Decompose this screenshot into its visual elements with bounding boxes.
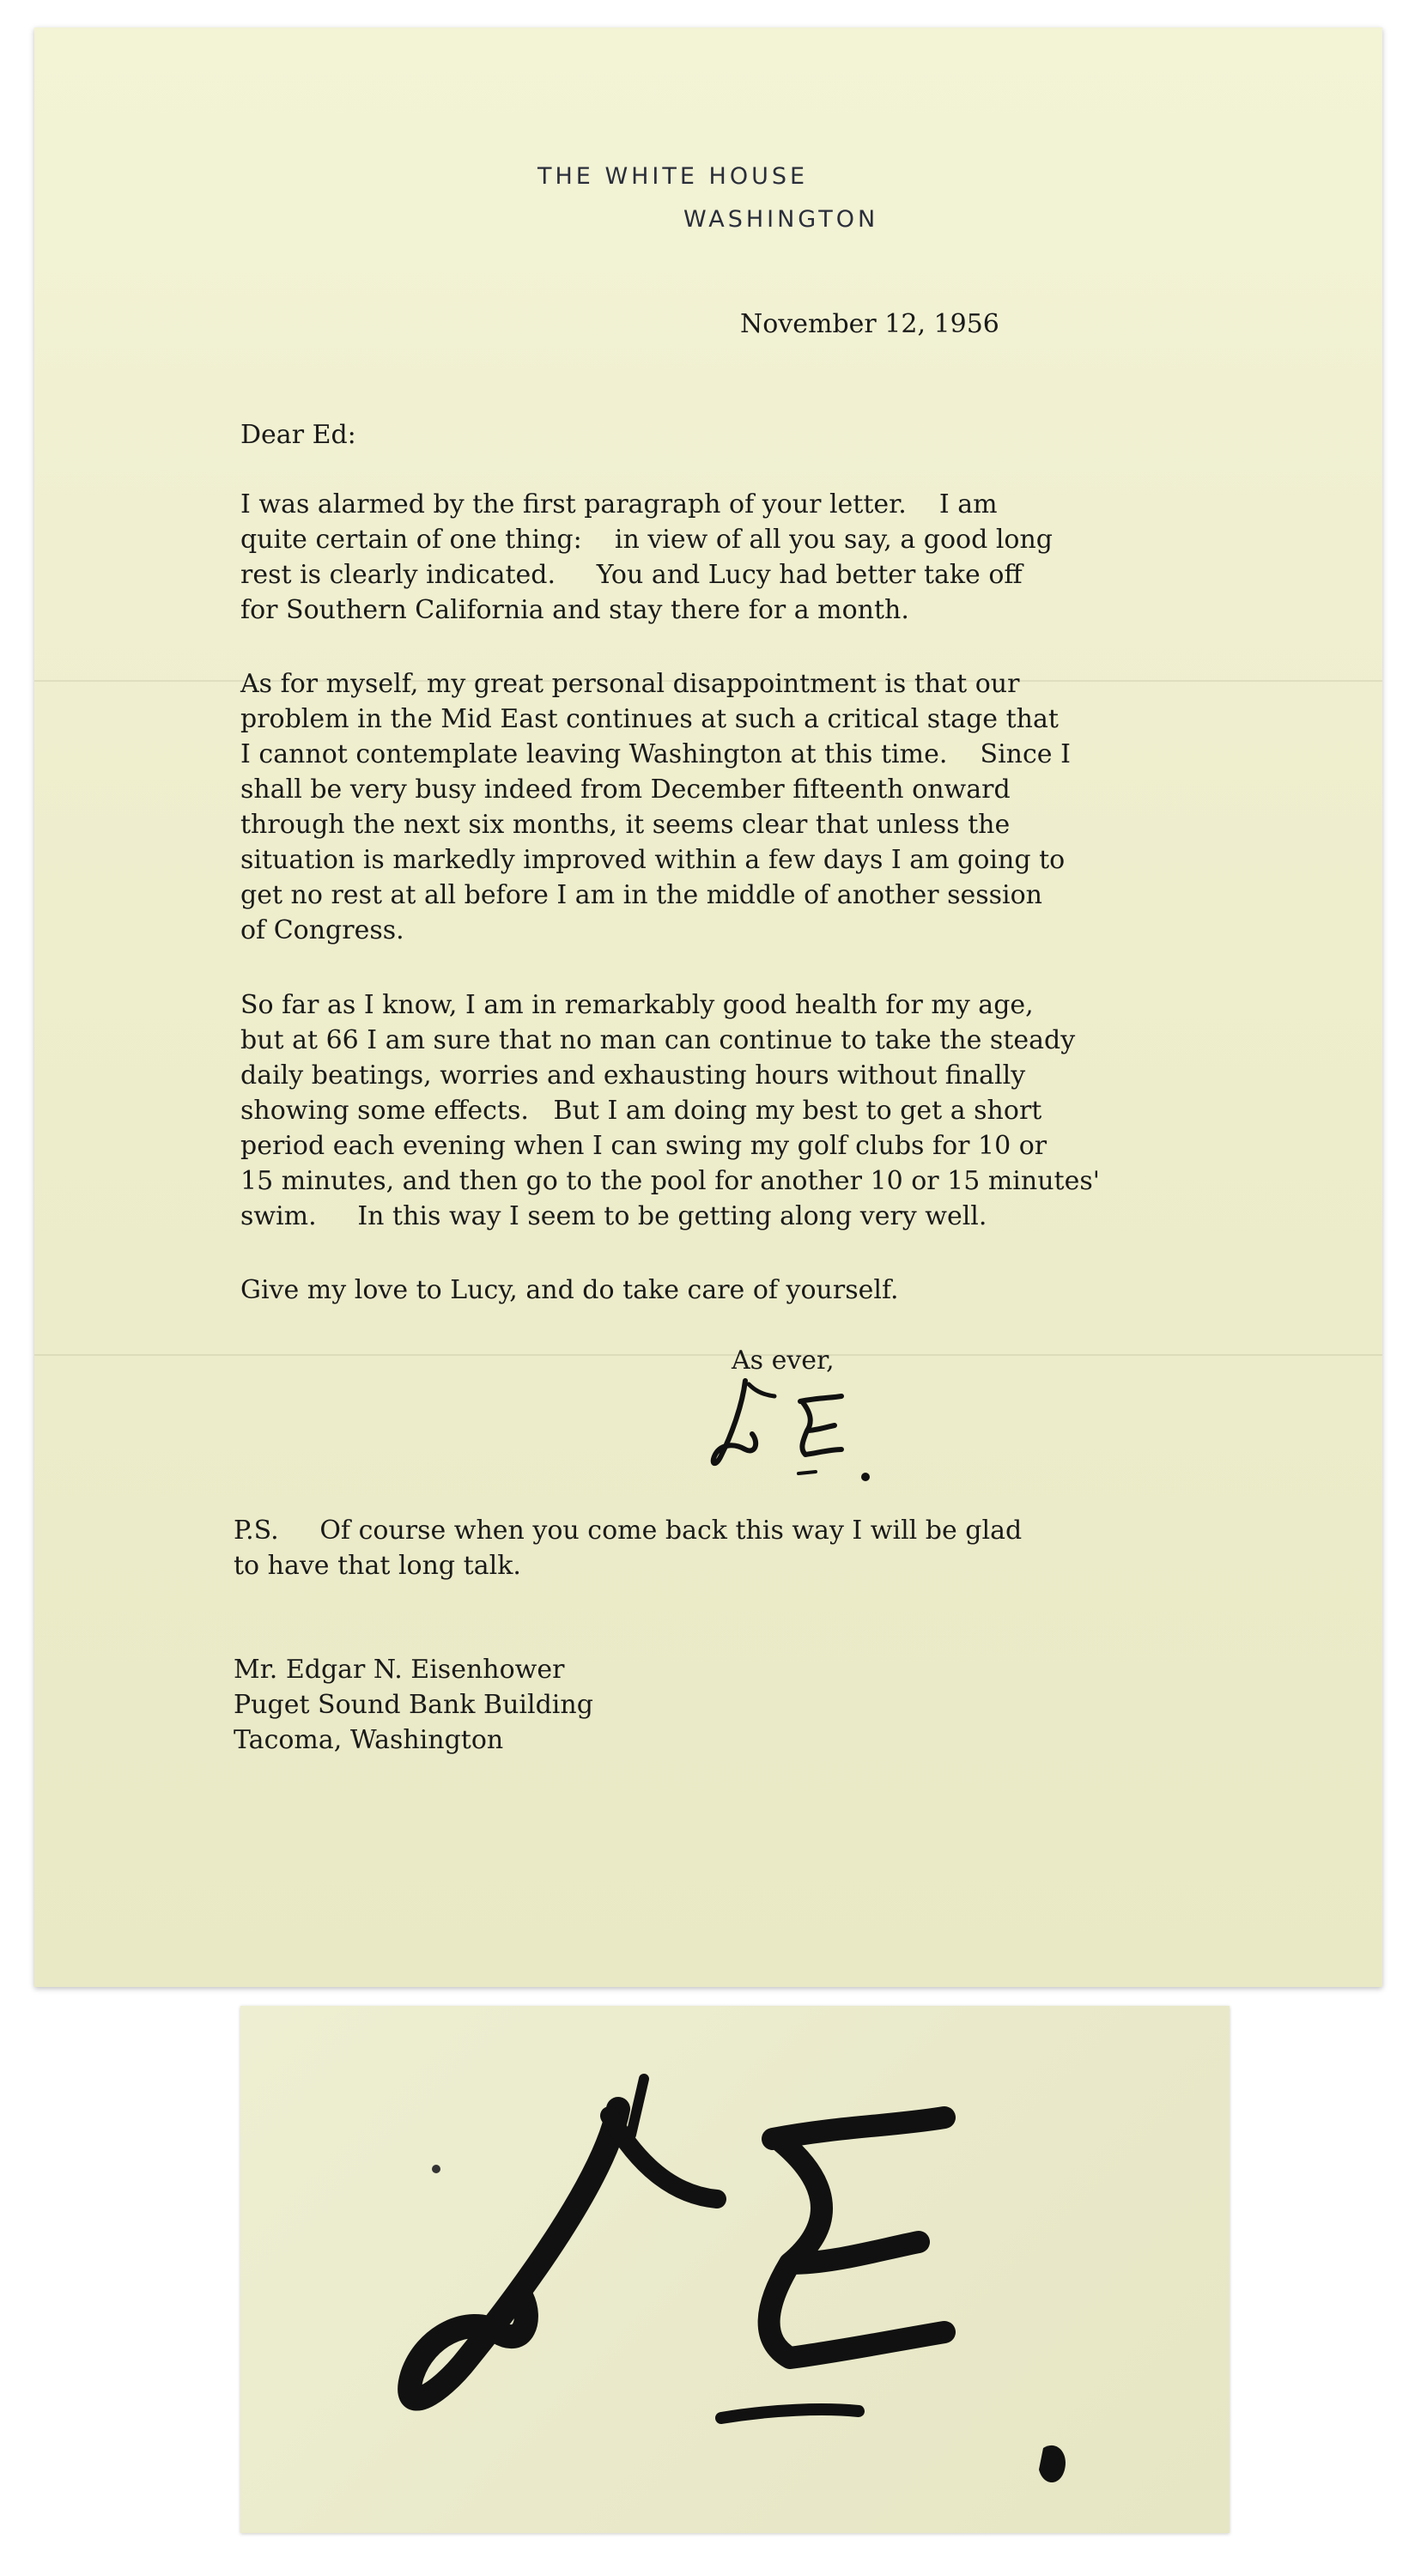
letter-date: November 12, 1956 [740,309,999,339]
paragraph-line: daily beatings, worries and exhausting hours without finally [240,1060,1026,1091]
paragraph-line: situation is markedly improved within a few days I am going to [240,845,1066,875]
postscript-line-1: P.S. Of course when you come back this way I will be glad [234,1516,1023,1546]
paragraph-line: rest is clearly indicated. You and Lucy had better take off [240,560,1023,590]
address-line-3: Tacoma, Washington [234,1725,504,1755]
paragraph-line: So far as I know, I am in remarkably good health for my age, [240,990,1034,1020]
paragraph-3 [240,987,1322,1234]
paragraph-line: 15 minutes, and then go to the pool for another 10 or 15 minutes' [240,1166,1101,1196]
signature-initials-small [704,1348,902,1511]
letterhead-line-2: WASHINGTON [683,206,879,233]
paragraph-line: quite certain of one thing: in view of all you say, a good long [240,525,1054,555]
paragraph-2 [240,666,1322,948]
address-line-1: Mr. Edgar N. Eisenhower [234,1655,565,1685]
paragraph-line: As for myself, my great personal disappointment is that our [240,669,1020,699]
salutation: Dear Ed: [240,420,356,450]
signature-period-dot [1039,2445,1066,2482]
paragraph-line: swim. In this way I seem to be getting along very well. [240,1201,987,1231]
paragraph-line: get no rest at all before I am in the middle of another session [240,880,1042,910]
paragraph-line: Give my love to Lucy, and do take care of yourself. [240,1275,899,1305]
paragraph-line: shall be very busy indeed from December fifteenth onward [240,775,1011,805]
address-line-2: Puget Sound Bank Building [234,1690,593,1720]
paragraph-4 [240,1273,1322,1308]
paragraph-line: showing some effects. But I am doing my best to get a short [240,1096,1042,1126]
paragraph-line: but at 66 I am sure that no man can continue to take the steady [240,1025,1076,1055]
paragraph-line: of Congress. [240,915,404,945]
paragraph-line: for Southern California and stay there for a month. [240,595,909,625]
postscript-line-2: to have that long talk. [234,1551,521,1581]
paragraph-line: problem in the Mid East continues at such a critical stage that [240,704,1059,734]
closing: As ever, [732,1346,835,1376]
paragraph-line: through the next six months, it seems clear that unless the [240,810,1011,840]
signature-initials-large [240,2006,1230,2533]
paragraph-line: I cannot contemplate leaving Washington at this time. Since I [240,739,1071,769]
signature-closeup-panel [240,2006,1230,2533]
letterhead-line-1: THE WHITE HOUSE [537,163,809,190]
paragraph-line: period each evening when I can swing my golf clubs for 10 or [240,1131,1047,1161]
paragraph-1 [240,487,1322,628]
paragraph-line: I was alarmed by the first paragraph of your letter. I am [240,489,998,519]
